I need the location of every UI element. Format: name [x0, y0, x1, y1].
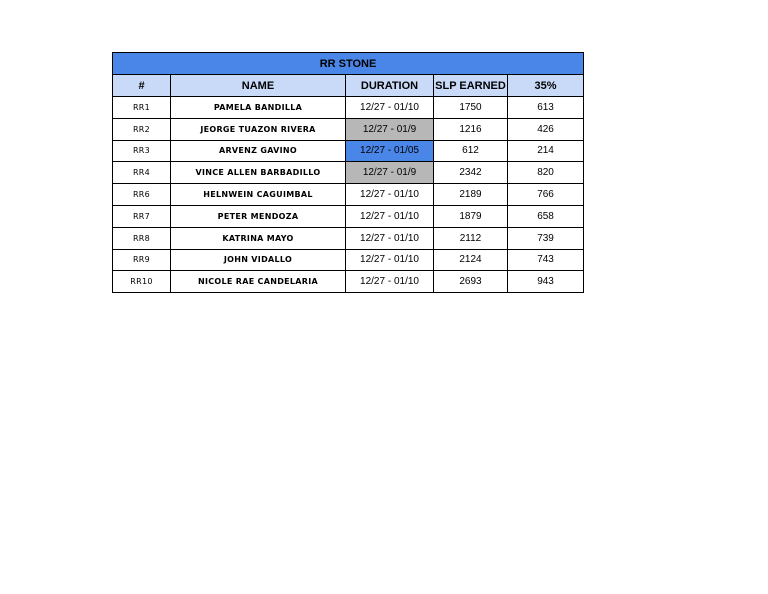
cell-id[interactable]: RR10	[113, 271, 171, 293]
cell-id[interactable]: RR9	[113, 249, 171, 271]
table-row	[113, 249, 584, 271]
cell-duration[interactable]: 12/27 - 01/10	[346, 97, 434, 119]
cell-duration[interactable]: 12/27 - 01/9	[346, 118, 434, 140]
header-name[interactable]: NAME	[171, 75, 346, 97]
cell-percent[interactable]: 739	[508, 227, 584, 249]
cell-slp-earned[interactable]: 612	[434, 140, 508, 162]
cell-percent[interactable]: 214	[508, 140, 584, 162]
cell-duration[interactable]: 12/27 - 01/10	[346, 205, 434, 227]
cell-duration[interactable]: 12/27 - 01/10	[346, 227, 434, 249]
cell-id[interactable]: RR6	[113, 184, 171, 206]
cell-percent[interactable]: 766	[508, 184, 584, 206]
table-row	[113, 227, 584, 249]
cell-slp-earned[interactable]: 2189	[434, 184, 508, 206]
cell-name[interactable]: HELNWEIN CAGUIMBAL	[171, 184, 346, 206]
table-row	[113, 162, 584, 184]
table-row	[113, 118, 584, 140]
cell-duration[interactable]: 12/27 - 01/05	[346, 140, 434, 162]
cell-percent[interactable]: 943	[508, 271, 584, 293]
table-row	[113, 140, 584, 162]
cell-name[interactable]: KATRINA MAYO	[171, 227, 346, 249]
cell-percent[interactable]: 820	[508, 162, 584, 184]
cell-slp-earned[interactable]: 2124	[434, 249, 508, 271]
table-header-row	[113, 75, 584, 97]
cell-id[interactable]: RR4	[113, 162, 171, 184]
cell-slp-earned[interactable]: 1750	[434, 97, 508, 119]
table-title-row	[113, 53, 584, 75]
cell-id[interactable]: RR2	[113, 118, 171, 140]
cell-duration[interactable]: 12/27 - 01/10	[346, 184, 434, 206]
table-row	[113, 271, 584, 293]
cell-percent[interactable]: 426	[508, 118, 584, 140]
cell-name[interactable]: JEORGE TUAZON RIVERA	[171, 118, 346, 140]
cell-id[interactable]: RR3	[113, 140, 171, 162]
cell-slp-earned[interactable]: 2342	[434, 162, 508, 184]
header-percent[interactable]: 35%	[508, 75, 584, 97]
cell-slp-earned[interactable]: 1216	[434, 118, 508, 140]
cell-name[interactable]: JOHN VIDALLO	[171, 249, 346, 271]
table-row	[113, 205, 584, 227]
cell-name[interactable]: ARVENZ GAVINO	[171, 140, 346, 162]
cell-slp-earned[interactable]: 2112	[434, 227, 508, 249]
table-title[interactable]: RR STONE	[113, 53, 584, 75]
cell-duration[interactable]: 12/27 - 01/10	[346, 249, 434, 271]
cell-duration[interactable]: 12/27 - 01/9	[346, 162, 434, 184]
cell-duration[interactable]: 12/27 - 01/10	[346, 271, 434, 293]
cell-percent[interactable]: 743	[508, 249, 584, 271]
cell-name[interactable]: NICOLE RAE CANDELARIA	[171, 271, 346, 293]
header-number[interactable]: #	[113, 75, 171, 97]
cell-id[interactable]: RR8	[113, 227, 171, 249]
header-slp-earned[interactable]: SLP EARNED	[434, 75, 508, 97]
cell-name[interactable]: PAMELA BANDILLA	[171, 97, 346, 119]
cell-slp-earned[interactable]: 1879	[434, 205, 508, 227]
table-row	[113, 184, 584, 206]
cell-name[interactable]: PETER MENDOZA	[171, 205, 346, 227]
cell-percent[interactable]: 658	[508, 205, 584, 227]
cell-slp-earned[interactable]: 2693	[434, 271, 508, 293]
cell-id[interactable]: RR1	[113, 97, 171, 119]
cell-percent[interactable]: 613	[508, 97, 584, 119]
table-row	[113, 97, 584, 119]
cell-id[interactable]: RR7	[113, 205, 171, 227]
rr-stone-table	[112, 52, 584, 293]
cell-name[interactable]: VINCE ALLEN BARBADILLO	[171, 162, 346, 184]
header-duration[interactable]: DURATION	[346, 75, 434, 97]
